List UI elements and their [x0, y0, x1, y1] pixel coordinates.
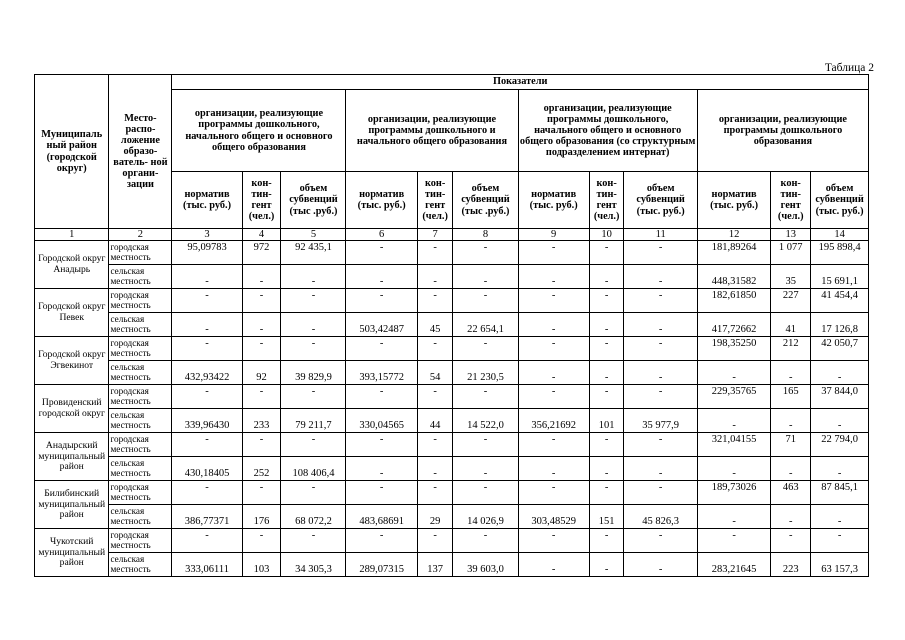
value-cell: 29 — [417, 505, 453, 529]
value-cell: 181,89264 — [697, 241, 770, 265]
value-cell: 41 454,4 — [811, 289, 869, 313]
value-cell: - — [771, 505, 811, 529]
value-cell: 448,31582 — [697, 265, 770, 289]
district-cell: Городской округ Анадырь — [35, 241, 109, 289]
table-body — [35, 241, 869, 577]
value-cell: - — [518, 337, 589, 361]
subsidy-volume-header: объем субвенций (тыс .руб.) — [281, 172, 346, 229]
table-row — [35, 481, 869, 505]
value-cell: - — [417, 529, 453, 553]
table-row — [35, 289, 869, 313]
contingent-header: кон- тин- гент (чел.) — [589, 172, 624, 229]
value-cell: 393,15772 — [346, 361, 417, 385]
location-cell: городская местность — [109, 433, 172, 457]
value-cell: - — [172, 481, 242, 505]
column-number: 14 — [811, 229, 869, 241]
value-cell: 330,04565 — [346, 409, 417, 433]
district-column-header: Муниципаль ный район (городской округ) — [35, 75, 109, 229]
value-cell: - — [417, 481, 453, 505]
value-cell: 182,61850 — [697, 289, 770, 313]
value-cell: 212 — [771, 337, 811, 361]
value-cell: - — [811, 409, 869, 433]
location-cell: сельская местность — [109, 457, 172, 481]
value-cell: - — [417, 337, 453, 361]
value-cell: - — [697, 361, 770, 385]
district-cell: Городской округ Певек — [35, 289, 109, 337]
value-cell: - — [417, 265, 453, 289]
value-cell: 1 077 — [771, 241, 811, 265]
location-cell: городская местность — [109, 385, 172, 409]
value-cell: - — [624, 265, 697, 289]
value-cell: - — [417, 289, 453, 313]
value-cell: 68 072,2 — [281, 505, 346, 529]
location-column-header: Место- распо- ложение образо- ватель- ной органи- зации — [109, 75, 172, 229]
value-cell: 39 829,9 — [281, 361, 346, 385]
subsidy-table — [34, 74, 869, 577]
value-cell: - — [346, 289, 417, 313]
column-number: 12 — [697, 229, 770, 241]
value-cell: 289,07315 — [346, 553, 417, 577]
value-cell: - — [771, 457, 811, 481]
norm-header: норматив (тыс. руб.) — [346, 172, 417, 229]
value-cell: 151 — [589, 505, 624, 529]
table-row — [35, 265, 869, 289]
value-cell: - — [281, 385, 346, 409]
value-cell: 233 — [242, 409, 281, 433]
group-header: организации, реализующие программы дошкольного образования — [697, 90, 868, 172]
value-cell: - — [281, 313, 346, 337]
value-cell: - — [518, 553, 589, 577]
value-cell: - — [624, 241, 697, 265]
value-cell: - — [281, 529, 346, 553]
value-cell: - — [624, 529, 697, 553]
value-cell: - — [697, 457, 770, 481]
value-cell: - — [346, 457, 417, 481]
district-cell: Билибинский муниципальный район — [35, 481, 109, 529]
value-cell: 44 — [417, 409, 453, 433]
subsidy-volume-header: объем субвенций (тыс .руб.) — [453, 172, 518, 229]
location-cell: сельская местность — [109, 313, 172, 337]
value-cell: 321,04155 — [697, 433, 770, 457]
value-cell: - — [172, 265, 242, 289]
value-cell: - — [589, 241, 624, 265]
value-cell: - — [453, 265, 518, 289]
value-cell: - — [417, 457, 453, 481]
column-number: 4 — [242, 229, 281, 241]
district-cell: Городской округ Эгвекинот — [35, 337, 109, 385]
value-cell: - — [589, 289, 624, 313]
value-cell: 339,96430 — [172, 409, 242, 433]
value-cell: - — [453, 529, 518, 553]
value-cell: 463 — [771, 481, 811, 505]
value-cell: 229,35765 — [697, 385, 770, 409]
column-number: 10 — [589, 229, 624, 241]
value-cell: 15 691,1 — [811, 265, 869, 289]
location-cell: городская местность — [109, 481, 172, 505]
value-cell: - — [589, 457, 624, 481]
value-cell: - — [346, 265, 417, 289]
value-cell: - — [518, 241, 589, 265]
value-cell: 432,93422 — [172, 361, 242, 385]
value-cell: - — [771, 409, 811, 433]
value-cell: - — [589, 433, 624, 457]
value-cell: - — [518, 313, 589, 337]
value-cell: 101 — [589, 409, 624, 433]
value-cell: - — [242, 385, 281, 409]
value-cell: 137 — [417, 553, 453, 577]
value-cell: 17 126,8 — [811, 313, 869, 337]
value-cell: - — [172, 529, 242, 553]
table-row — [35, 553, 869, 577]
value-cell: 165 — [771, 385, 811, 409]
district-cell: Чукотский муниципальный район — [35, 529, 109, 577]
value-cell: - — [518, 265, 589, 289]
column-number: 2 — [109, 229, 172, 241]
value-cell: - — [589, 481, 624, 505]
table-row — [35, 457, 869, 481]
value-cell: - — [453, 433, 518, 457]
value-cell: 14 026,9 — [453, 505, 518, 529]
value-cell: 42 050,7 — [811, 337, 869, 361]
value-cell: - — [624, 385, 697, 409]
value-cell: 227 — [771, 289, 811, 313]
value-cell: - — [518, 433, 589, 457]
value-cell: 79 211,7 — [281, 409, 346, 433]
value-cell: - — [518, 385, 589, 409]
value-cell: - — [172, 385, 242, 409]
value-cell: - — [453, 337, 518, 361]
location-cell: городская местность — [109, 241, 172, 265]
contingent-header: кон- тин- гент (чел.) — [242, 172, 281, 229]
table-caption: Таблица 2 — [824, 62, 874, 74]
value-cell: - — [453, 241, 518, 265]
value-cell: 34 305,3 — [281, 553, 346, 577]
value-cell: - — [417, 241, 453, 265]
value-cell: 303,48529 — [518, 505, 589, 529]
table-row — [35, 505, 869, 529]
value-cell: - — [811, 505, 869, 529]
value-cell: 71 — [771, 433, 811, 457]
value-cell: - — [518, 361, 589, 385]
value-cell: - — [624, 481, 697, 505]
column-number: 11 — [624, 229, 697, 241]
value-cell: 972 — [242, 241, 281, 265]
value-cell: - — [172, 289, 242, 313]
value-cell: - — [811, 361, 869, 385]
district-cell: Провиденский городской округ — [35, 385, 109, 433]
value-cell: 45 826,3 — [624, 505, 697, 529]
value-cell: 176 — [242, 505, 281, 529]
value-cell: - — [172, 313, 242, 337]
value-cell: 54 — [417, 361, 453, 385]
value-cell: 87 845,1 — [811, 481, 869, 505]
value-cell: - — [281, 433, 346, 457]
table-row — [35, 313, 869, 337]
value-cell: - — [281, 481, 346, 505]
group-header: организации, реализующие программы дошкольного и начального общего образования — [346, 90, 518, 172]
value-cell: - — [518, 457, 589, 481]
value-cell: - — [697, 505, 770, 529]
value-cell: 95,09783 — [172, 241, 242, 265]
column-number: 5 — [281, 229, 346, 241]
value-cell: - — [624, 457, 697, 481]
value-cell: - — [242, 337, 281, 361]
value-cell: - — [697, 409, 770, 433]
value-cell: - — [518, 529, 589, 553]
contingent-header: кон- тин- гент (чел.) — [417, 172, 453, 229]
location-cell: сельская местность — [109, 361, 172, 385]
group-header: организации, реализующие программы дошкольного, начального общего и основного общего образования — [172, 90, 346, 172]
norm-header: норматив (тыс. руб.) — [518, 172, 589, 229]
value-cell: - — [242, 481, 281, 505]
value-cell: - — [346, 433, 417, 457]
norm-header: норматив (тыс. руб.) — [172, 172, 242, 229]
value-cell: 22 794,0 — [811, 433, 869, 457]
table-header — [35, 75, 869, 241]
value-cell: - — [589, 313, 624, 337]
value-cell: 103 — [242, 553, 281, 577]
value-cell: 252 — [242, 457, 281, 481]
column-number: 9 — [518, 229, 589, 241]
value-cell: 283,21645 — [697, 553, 770, 577]
value-cell: - — [346, 529, 417, 553]
location-cell: сельская местность — [109, 505, 172, 529]
value-cell: 45 — [417, 313, 453, 337]
location-cell: городская местность — [109, 529, 172, 553]
value-cell: - — [771, 529, 811, 553]
table-row — [35, 433, 869, 457]
location-cell: сельская местность — [109, 265, 172, 289]
value-cell: 195 898,4 — [811, 241, 869, 265]
location-cell: сельская местность — [109, 553, 172, 577]
value-cell: - — [242, 289, 281, 313]
table-row — [35, 529, 869, 553]
value-cell: - — [346, 241, 417, 265]
table-row — [35, 337, 869, 361]
indicators-header: Показатели — [172, 75, 869, 90]
value-cell: - — [417, 433, 453, 457]
value-cell: 223 — [771, 553, 811, 577]
value-cell: - — [589, 553, 624, 577]
value-cell: 39 603,0 — [453, 553, 518, 577]
subsidy-volume-header: объем субвенций (тыс. руб.) — [811, 172, 869, 229]
subsidy-volume-header: объем субвенций (тыс. руб.) — [624, 172, 697, 229]
value-cell: 35 — [771, 265, 811, 289]
value-cell: - — [242, 265, 281, 289]
contingent-header: кон- тин- гент (чел.) — [771, 172, 811, 229]
value-cell: - — [453, 481, 518, 505]
value-cell: - — [624, 553, 697, 577]
table-row — [35, 241, 869, 265]
value-cell: - — [589, 265, 624, 289]
norm-header: норматив (тыс. руб.) — [697, 172, 770, 229]
value-cell: 430,18405 — [172, 457, 242, 481]
value-cell: 503,42487 — [346, 313, 417, 337]
value-cell: - — [589, 361, 624, 385]
value-cell: - — [624, 433, 697, 457]
value-cell: - — [624, 289, 697, 313]
value-cell: - — [281, 289, 346, 313]
value-cell: - — [589, 385, 624, 409]
value-cell: 35 977,9 — [624, 409, 697, 433]
value-cell: - — [624, 361, 697, 385]
location-cell: сельская местность — [109, 409, 172, 433]
value-cell: - — [281, 265, 346, 289]
value-cell: - — [346, 385, 417, 409]
value-cell: 333,06111 — [172, 553, 242, 577]
table-row — [35, 385, 869, 409]
value-cell: - — [811, 529, 869, 553]
column-number: 3 — [172, 229, 242, 241]
value-cell: - — [589, 529, 624, 553]
value-cell: - — [417, 385, 453, 409]
column-number: 7 — [417, 229, 453, 241]
value-cell: 483,68691 — [346, 505, 417, 529]
value-cell: 22 654,1 — [453, 313, 518, 337]
value-cell: - — [453, 457, 518, 481]
value-cell: 14 522,0 — [453, 409, 518, 433]
value-cell: - — [453, 289, 518, 313]
value-cell: - — [346, 337, 417, 361]
location-cell: городская местность — [109, 289, 172, 313]
value-cell: - — [624, 337, 697, 361]
value-cell: 189,73026 — [697, 481, 770, 505]
value-cell: - — [242, 433, 281, 457]
value-cell: 356,21692 — [518, 409, 589, 433]
value-cell: 21 230,5 — [453, 361, 518, 385]
value-cell: 108 406,4 — [281, 457, 346, 481]
value-cell: 63 157,3 — [811, 553, 869, 577]
table-row — [35, 361, 869, 385]
group-header: организации, реализующие программы дошкольного, начального общего и основного общего образования (со структурным подразделением интернат) — [518, 90, 697, 172]
value-cell: - — [172, 433, 242, 457]
value-cell: - — [346, 481, 417, 505]
value-cell: - — [172, 337, 242, 361]
column-number: 13 — [771, 229, 811, 241]
value-cell: - — [518, 289, 589, 313]
value-cell: 41 — [771, 313, 811, 337]
value-cell: - — [242, 313, 281, 337]
value-cell: 92 — [242, 361, 281, 385]
location-cell: городская местность — [109, 337, 172, 361]
value-cell: - — [518, 481, 589, 505]
value-cell: - — [281, 337, 346, 361]
value-cell: 198,35250 — [697, 337, 770, 361]
value-cell: 92 435,1 — [281, 241, 346, 265]
column-number: 6 — [346, 229, 417, 241]
value-cell: - — [242, 529, 281, 553]
value-cell: - — [453, 385, 518, 409]
column-number: 1 — [35, 229, 109, 241]
value-cell: - — [771, 361, 811, 385]
value-cell: - — [811, 457, 869, 481]
value-cell: 417,72662 — [697, 313, 770, 337]
value-cell: - — [624, 313, 697, 337]
value-cell: 37 844,0 — [811, 385, 869, 409]
value-cell: - — [697, 529, 770, 553]
value-cell: - — [589, 337, 624, 361]
table-row — [35, 409, 869, 433]
column-number: 8 — [453, 229, 518, 241]
district-cell: Анадырский муниципальный район — [35, 433, 109, 481]
value-cell: 386,77371 — [172, 505, 242, 529]
